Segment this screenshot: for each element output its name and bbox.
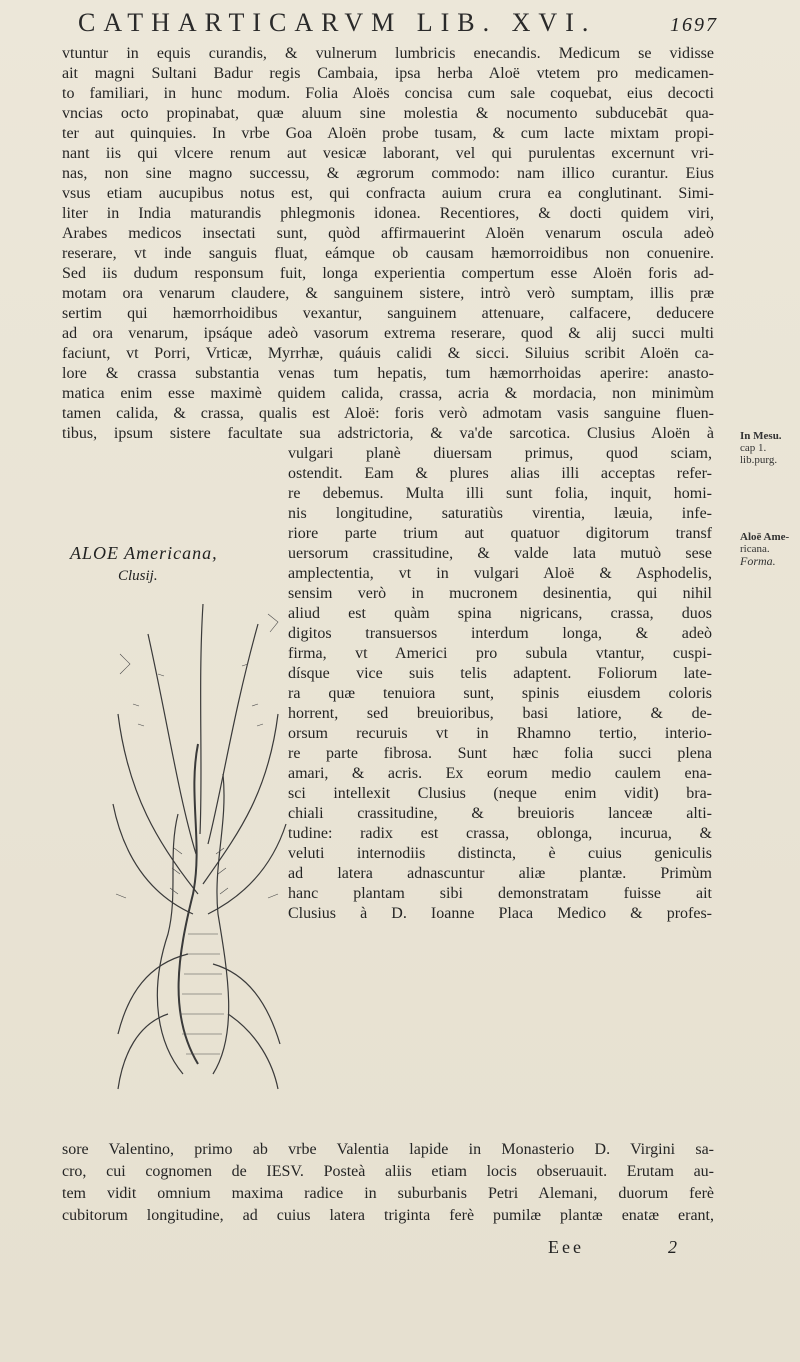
text-line: matica enim esse maximè quidem calida, crassa, acria & mordacia, non minimùm: [62, 385, 714, 402]
text-line: sensim verò in mucronem desinentia, qui nihil: [288, 585, 712, 602]
text-line: reserare, vt inde sanguis fluat, eámque ob causam hæmorroidibus non conuenire.: [62, 245, 714, 262]
text-line: riore parte trium aut quatuor digitorum transf: [288, 525, 712, 542]
text-line: ostendit. Eam & plures alias illi acceptas refer-: [288, 465, 712, 482]
signature-mark: 2: [668, 1237, 677, 1257]
text-line: vulgari planè diuersam primus, quod sciam,: [288, 445, 712, 462]
text-line: motam ora venarum claudere, & sanguinem sistere, intrò verò sumptam, illis præ: [62, 285, 714, 302]
text-line: Arabes medicos insectati sunt, quòd affirmauerint Aloën venarum oscula adeò: [62, 225, 714, 242]
text-line: nant iis qui vlcere renum aut vesicæ laborant, vel qui purulentas excernunt vri-: [62, 145, 714, 162]
text-line: hanc plantam sibi demonstratam fuisse ait: [288, 885, 712, 902]
text-line: nas, non sine magno successu, & ægrorum commodo: nam illico curantur. Eius: [62, 165, 714, 182]
catchword: Eee: [548, 1237, 584, 1257]
page-header: [78, 8, 718, 42]
text-line: ait magni Sultani Badur regis Cambaia, ipsa herba Aloë vtetem pro medicamen-: [62, 65, 714, 82]
text-line: sci intellexit Clusius (neque enim vidit) bra-: [288, 785, 712, 802]
text-line: orsum recuruis vt in Rhamno tertio, interio-: [288, 725, 712, 742]
text-line: Sed iis dudum responsum fuit, longa experientia compertum esse Aloën foris ad-: [62, 265, 714, 282]
text-line: vtuntur in equis curandis, & vulnerum lumbricis enecandis. Medicum se vidisse: [62, 45, 714, 62]
text-line: nis longitudine, saturatiùs virentia, læuia, infe-: [288, 505, 712, 522]
text-line: tamen calida, & crassa, qualis est Aloë: foris verò admotam vasis sanguine fluen-: [62, 405, 714, 422]
text-line: Clusius à D. Ioanne Placa Medico & profes-: [288, 905, 712, 922]
text-line: horrent, sed breuioribus, basi latiore, & de-: [288, 705, 712, 722]
text-line: digitos transuersos interdum longa, & adeò: [288, 625, 712, 642]
margin-note: [740, 531, 798, 567]
page-number: 1697: [670, 14, 718, 36]
text-line: veluti internodiis distincta, è cuius geniculis: [288, 845, 712, 862]
text-line: cro, cui cognomen de IESV. Posteà aliis etiam locis obseruauit. Erutam au-: [62, 1163, 714, 1180]
text-line: re parte fibrosa. Sunt hæc folia succi plena: [288, 745, 712, 762]
text-line: vncias octo propinabat, quæ aluum sine molestia & nocumento subducebāt qua-: [62, 105, 714, 122]
text-line: ad ora venarum, ipsáque adeò vasorum extrema reserare, quod & alij succi multi: [62, 325, 714, 342]
text-line: ra quæ tenuiora sunt, spinis eiusdem coloris: [288, 685, 712, 702]
margin-note-line: Aloë Ame-: [740, 531, 790, 543]
text-line: to familiari, in hunc modum. Folia Aloës concisa cum sale coquebat, eius decocti: [62, 85, 714, 102]
text-line: vsus etiam aucupibus notus est, qui confracta auium crura ea conglutinant. Simi-: [62, 185, 714, 202]
margin-note-line: In Mesu.: [740, 430, 782, 442]
margin-note-line: cap 1.: [740, 442, 767, 454]
figure-caption-subtitle: Clusij.: [118, 568, 158, 584]
text-line: firma, vt Americi pro subula vtantur, cuspi-: [288, 645, 712, 662]
text-line: tibus, ipsum sistere facultate sua adstrictoria, & va'de sarcotica. Clusius Aloën à: [62, 425, 714, 442]
text-line: chiali crassitudine, & breuioris lanceæ alti-: [288, 805, 712, 822]
text-line: tudine: radix est crassa, oblonga, incurua, &: [288, 825, 712, 842]
text-line: amari, & acris. Ex eorum medio caulem ena-: [288, 765, 712, 782]
margin-note-line: lib.purg.: [740, 454, 778, 466]
figure-caption-title: ALOE Americana,: [70, 543, 218, 563]
text-line: amplectentia, vt in vulgari Aloë & Asphodelis,: [288, 565, 712, 582]
text-line: re debemus. Multa illi sunt folia, inquit, homi-: [288, 485, 712, 502]
aloe-woodcut-illustration: [108, 594, 288, 1094]
text-line: ter aut quinquies. In vrbe Goa Aloën probe tusam, & cum lacte mixtam propi-: [62, 125, 714, 142]
text-line: sore Valentino, primo ab vrbe Valentia lapide in Monasterio D. Virgini sa-: [62, 1141, 714, 1158]
text-line: ad latera adnascuntur aliæ plantæ. Primùm: [288, 865, 712, 882]
text-line: cubitorum longitudine, ad cuius latera triginta ferè pumilæ plantæ enatæ erant,: [62, 1207, 714, 1224]
text-line: uersorum crassitudine, & valde lata mutuò sese: [288, 545, 712, 562]
margin-note-line: Forma.: [740, 554, 776, 568]
margin-note-line: ricana.: [740, 543, 770, 555]
text-line: aliud est quàm spina nigricans, crassa, duos: [288, 605, 712, 622]
text-line: dísque vice suis telis adaptent. Foliorum late-: [288, 665, 712, 682]
text-line: liter in India maturandis phlegmonis idonea. Recentiores, & docti quidem viri,: [62, 205, 714, 222]
text-line: lore & crassa substantia venas tum hepatis, tum hæmorrhoidas aperire: anasto-: [62, 365, 714, 382]
margin-note: [740, 430, 798, 466]
text-line: sertim qui hæmorrhoidibus vexantur, sanguinem attenuare, calfacere, deducere: [62, 305, 714, 322]
text-line: faciunt, vt Porri, Vrticæ, Myrrhæ, quáuis calidi & sicci. Siluius scribit Aloën ca-: [62, 345, 714, 362]
text-line: tem vidit omnium maxima radice in suburbanis Petri Alemani, duorum ferè: [62, 1185, 714, 1202]
running-title: CATHARTICARVM LIB. XVI.: [78, 8, 597, 37]
